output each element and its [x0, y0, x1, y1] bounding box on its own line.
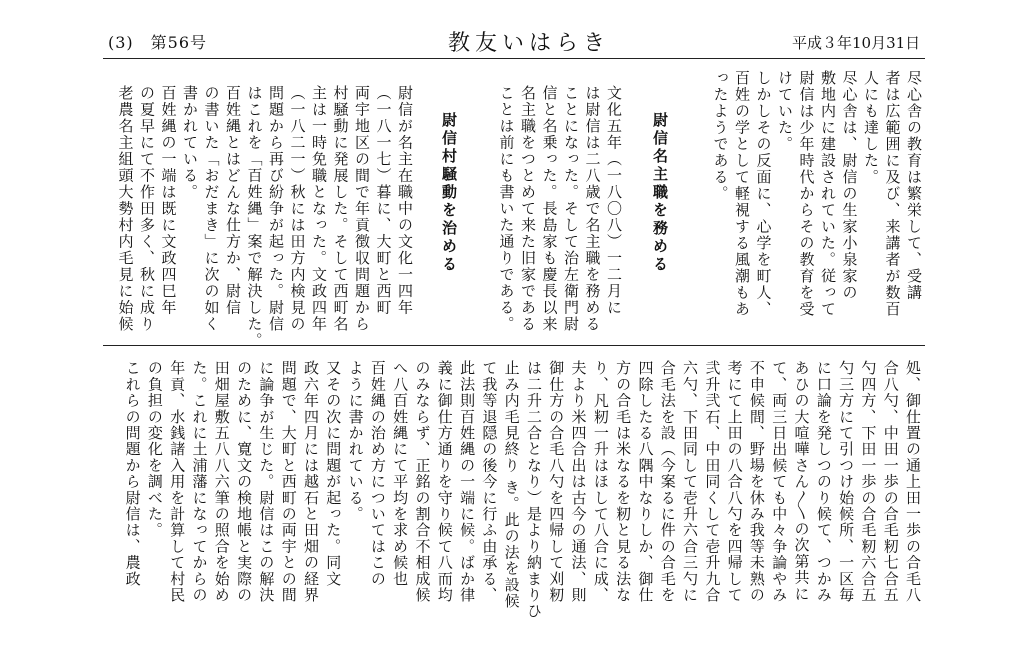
section-heading-village-dispute: 尉信村騒動を治める — [440, 112, 458, 274]
text-line: の夏早にて不作田多く、秋に成り — [138, 85, 156, 333]
text-line: 夫より米四合出は古今の通法、則 — [569, 360, 588, 603]
text-line: 尉信は少年時代からその教育を受 — [797, 70, 816, 318]
article-column-top-left — [105, 85, 415, 355]
text-line: あひの大喧嘩さん〳〵の次第共に — [792, 360, 811, 602]
text-line: 両宇地区の間で年貢徴収問題から — [353, 85, 371, 333]
text-line: 尉信が名主在職中の文化一四年 — [396, 85, 414, 316]
text-line: 義に御仕方通りを守り候て八而均 — [435, 360, 454, 603]
text-line: はこれを「百姓縄」案で解決した。 — [245, 85, 264, 349]
text-line: 御仕方の合毛八勺を四帰して刈籾 — [547, 360, 566, 603]
text-line: ことは前にも書いた通りである。 — [497, 85, 516, 333]
text-line: は二升二合となり）是より納まりひ — [524, 360, 543, 620]
text-line: 又その次に問題が起った。同文 — [324, 360, 343, 587]
text-line: に口論を発しつのり候て、つかみ — [814, 360, 833, 603]
text-line: 名主職をつとめて来た旧家である — [519, 85, 537, 333]
text-line: のみならず、正銘の割合不相成候 — [413, 360, 432, 603]
text-line: 敷地内に建設されていた。従って — [819, 70, 837, 318]
text-line: 問題で、大町と西町の両宇との間 — [279, 360, 298, 603]
text-line: しかしその反面に、心学を町人、 — [754, 70, 773, 318]
text-line: 年貢、水銭諸入用を計算して村民 — [168, 360, 187, 603]
text-line: 四除したる八隅中なりしか、御仕 — [636, 360, 655, 603]
text-line: り、凡籾一升はほして八合に成、 — [591, 360, 610, 603]
text-line: 人にも達した。 — [862, 70, 880, 186]
header-rule — [103, 58, 925, 59]
text-line: て、両三日出候ても中々争論やみ — [770, 360, 789, 603]
page-header — [0, 10, 1024, 56]
text-line: 百姓の学として軽視する風潮もあ — [733, 70, 751, 318]
issue-number: (3) 第56号 — [108, 33, 208, 52]
text-line: 不申候間、野場を休み我等未熟の — [747, 360, 766, 603]
text-line: 考にて上田の八合八勺を四帰して — [725, 360, 744, 603]
text-line: 書かれている。 — [181, 85, 199, 201]
text-line: 勺三方にて引つけ始候所、一区毎 — [837, 360, 856, 603]
text-line: 問題から再び紛争が起った。尉信 — [267, 85, 285, 333]
text-line: へ八百姓縄にて平均を求め候也 — [391, 360, 410, 587]
text-line: て我等退隠の後今に行ふ由承る、 — [480, 360, 499, 603]
text-line: 尽心舎の教育は繁栄して、受講 — [905, 70, 923, 301]
article-column-top-right — [700, 70, 924, 340]
text-line: 尽心舎は、尉信の生家小泉家の — [840, 70, 859, 301]
text-line: 方の合毛は米なるを籾と見る法な — [614, 360, 633, 603]
text-line: 止み内毛見終り き。此の法を設候 — [502, 360, 521, 609]
text-line: けていた。 — [776, 70, 794, 153]
text-line: 合八勺、中田一歩の合毛籾七合五 — [881, 360, 900, 603]
text-line: 百姓縄とはどんな仕方か、尉信 — [224, 85, 242, 316]
text-line: 文化五年（一八〇八）一二月に — [605, 85, 623, 316]
text-line: の書いた「おだまき」に次の如く — [202, 85, 221, 333]
text-line: のために、寛文の検地帳と実際の — [235, 360, 254, 603]
text-line: 此法則百姓縄の一端に候。ばか律 — [458, 360, 477, 603]
text-line: 百姓縄の治め方についてはこの — [368, 360, 387, 587]
article-column-top-middle — [484, 85, 624, 355]
newsletter-title: 教友いはらき — [448, 31, 611, 56]
publication-date: 平成３年10月31日 — [792, 34, 921, 52]
text-line: は尉信は二八歳で名主職を務める — [583, 85, 602, 333]
article-column-bottom — [104, 360, 924, 638]
section-heading-mayor-duty: 尉信名主職を務める — [651, 112, 669, 274]
text-line: 六勺、下田同して壱升六合三勺に — [681, 360, 700, 603]
text-line: の負担の変化を調べた。 — [145, 360, 164, 539]
text-line: 田畑屋敷五八八六筆の照合を始め — [212, 360, 231, 603]
text-line: 勺四方、下田一歩の合毛籾六合五 — [859, 360, 878, 603]
text-line: （一八二一）秋には田方内検見の — [288, 85, 307, 333]
text-line: 老農名主組頭大勢村内毛見に始候 — [116, 85, 135, 333]
text-line: 信と名乗った。長島家も慶長以来 — [540, 85, 559, 333]
text-line: 者は広範囲に及び、来講者が数百 — [883, 70, 902, 318]
text-line: た。これに土浦藩になってからの — [190, 360, 209, 603]
text-line: 政六年四月には越石と田畑の経界 — [301, 360, 320, 603]
text-line: 弐升弐石、中田同くして壱升九合 — [703, 360, 722, 603]
text-line: 処、御仕置の通上田一歩の合毛八 — [904, 360, 922, 603]
text-line: 村騒動に発展した。そして西町名 — [331, 85, 350, 333]
text-line: 百姓縄の一端は既に文政四巳年 — [159, 85, 178, 316]
text-line: ように書かれている。 — [346, 360, 365, 522]
text-line: （一八一七）暮に、大町と西町 — [374, 85, 393, 316]
text-line: 主は一時免職となった。文政四年 — [310, 85, 328, 333]
text-line: に論争が生じた。尉信はこの解決 — [257, 360, 276, 603]
text-line: ことになった。そして治左衛門尉 — [562, 85, 580, 333]
text-line: ったようである。 — [711, 70, 730, 202]
text-line: これらの問題から尉信は、農政 — [123, 360, 142, 587]
text-line: 合毛法を設（今案るに件の合毛を — [658, 360, 677, 603]
